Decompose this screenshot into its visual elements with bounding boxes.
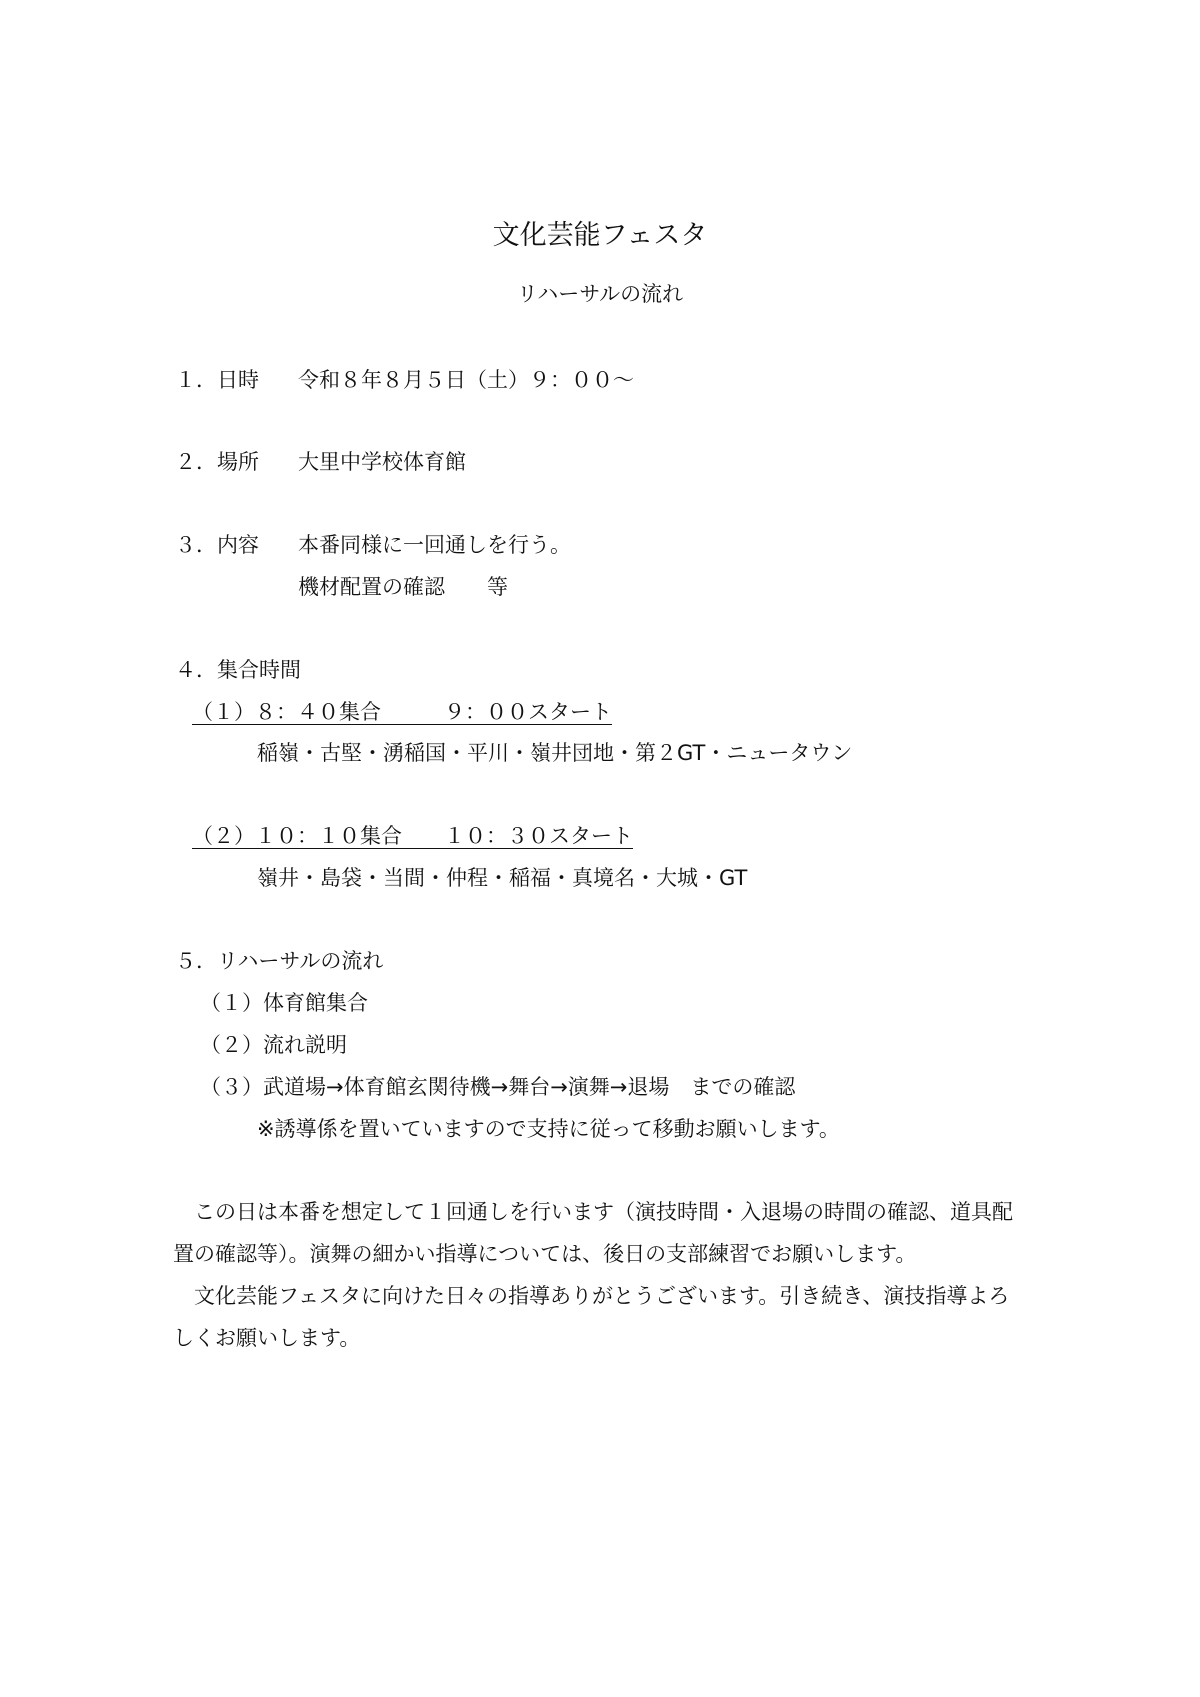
group-1-header: （１）８：４０集合 ９：００スタート [192,700,612,724]
section-2-value: 大里中学校体育館 [298,450,466,474]
section-3-line-1: 本番同様に一回通しを行う。 [298,533,571,557]
section-5-label: ５．リハーサルの流れ [175,949,384,973]
document-title: 文化芸能フェスタ [492,220,708,251]
section-2-label: ２．場所 [175,450,259,474]
group-2-header: （２）１０：１０集合 １０：３０スタート [192,824,633,848]
section-1-value: 令和８年８月５日（土）９：００～ [298,368,634,392]
section-1-label: １．日時 [175,368,259,392]
paragraph-2-line-1: 文化芸能フェスタに向けた日々の指導ありがとうございます。引き続き、演技指導よろ [194,1284,1010,1308]
flow-item-3: （３）武道場→体育館玄関待機→舞台→演舞→退場 までの確認 [200,1075,796,1099]
section-3-line-2: 機材配置の確認 等 [298,575,508,599]
flow-item-1: （１）体育館集合 [200,991,368,1015]
section-4-label: ４．集合時間 [175,658,301,682]
document-subtitle: リハーサルの流れ [516,282,684,306]
paragraph-1-line-2: 置の確認等）。演舞の細かい指導については、後日の支部練習でお願いします。 [173,1242,917,1266]
flow-item-2: （２）流れ説明 [200,1033,347,1057]
group-2-schools: 嶺井・島袋・当間・仲程・稲福・真境名・大城・GT [257,866,748,890]
paragraph-1-line-1: この日は本番を想定して１回通しを行います（演技時間・入退場の時間の確認、道具配 [194,1200,1013,1224]
group-1-schools: 稲嶺・古堅・湧稲国・平川・嶺井団地・第２GT・ニュータウン [257,741,853,765]
section-3-label: ３．内容 [175,533,259,557]
flow-note: ※誘導係を置いていますので支持に従って移動お願いします。 [257,1117,840,1141]
paragraph-2-line-2: しくお願いします。 [173,1326,361,1350]
